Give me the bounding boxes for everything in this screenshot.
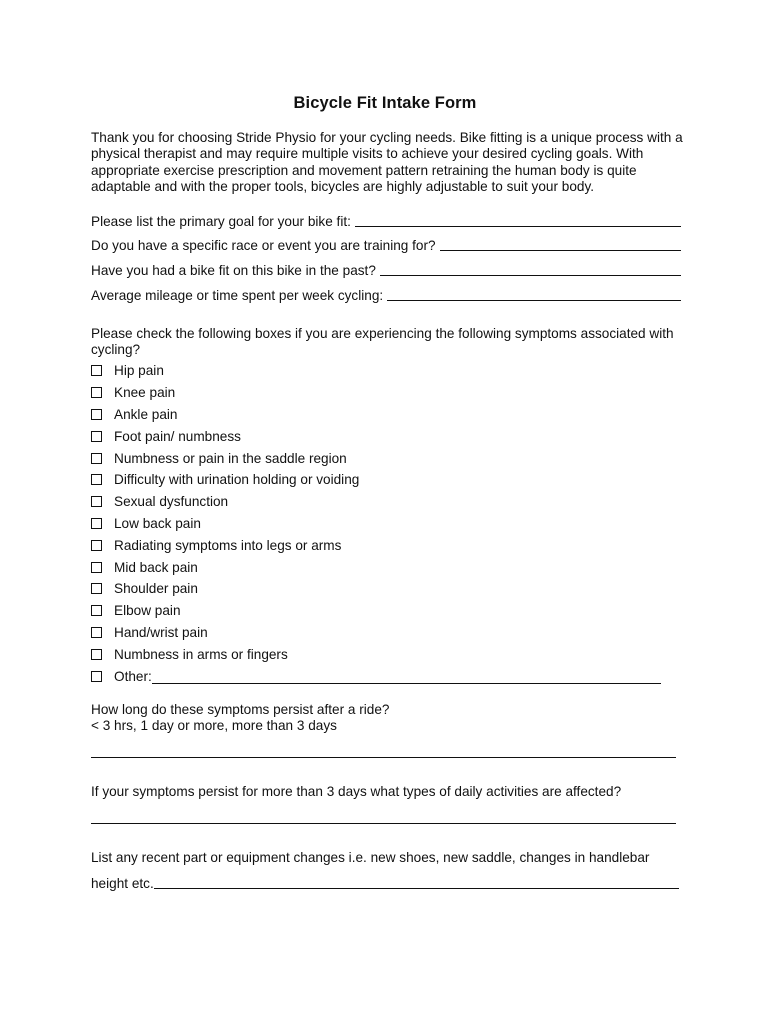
- symptom-label: Shoulder pain: [114, 581, 198, 597]
- symptoms-intro: Please check the following boxes if you are experiencing the following symptoms associated with cycling?: [91, 326, 674, 358]
- equipment-question-line2: [91, 873, 679, 891]
- symptom-item: [91, 425, 661, 447]
- symptom-item: [91, 578, 661, 600]
- symptom-item: [91, 382, 661, 404]
- question-label: Do you have a specific race or event you are training for?: [91, 238, 436, 253]
- other-field[interactable]: [152, 669, 661, 684]
- persist-question: How long do these symptoms persist after a ride?: [91, 702, 390, 717]
- question-label: Have you had a bike fit on this bike in the past?: [91, 263, 376, 278]
- symptom-label: Radiating symptoms into legs or arms: [114, 537, 342, 553]
- symptom-label: Numbness in arms or fingers: [114, 646, 288, 662]
- symptom-label: Mid back pain: [114, 559, 198, 575]
- persist-question-block: [91, 702, 691, 735]
- checkbox[interactable]: [91, 453, 102, 464]
- persist-options: < 3 hrs, 1 day or more, more than 3 days: [91, 718, 337, 734]
- symptom-item: [91, 513, 661, 535]
- persist-answer-field[interactable]: [91, 757, 676, 758]
- checkbox[interactable]: [91, 387, 102, 398]
- race-event-field[interactable]: [440, 237, 681, 251]
- checkbox[interactable]: [91, 649, 102, 660]
- checkbox[interactable]: [91, 431, 102, 442]
- symptom-label: Difficulty with urination holding or voiding: [114, 472, 360, 488]
- checkbox[interactable]: [91, 627, 102, 638]
- other-label: Other:: [114, 668, 152, 684]
- symptom-item: [91, 491, 661, 513]
- symptom-item: [91, 534, 661, 556]
- symptom-label: Elbow pain: [114, 603, 181, 619]
- intro-paragraph: Thank you for choosing Stride Physio for your cycling needs. Bike fitting is a unique process with a physical therapist and may require multiple visits to achieve your desired cycling goals. With appropriate exercise prescription and movement pattern retraining the human body is quite adaptable and with the proper tools, bicycles are highly adjustable to suit your body.: [91, 130, 683, 194]
- checkbox[interactable]: [91, 474, 102, 485]
- symptom-label: Knee pain: [114, 385, 176, 401]
- symptom-label: Hand/wrist pain: [114, 624, 208, 640]
- activities-answer-field[interactable]: [91, 823, 676, 824]
- question-label: Average mileage or time spent per week cycling:: [91, 288, 384, 303]
- checkbox[interactable]: [91, 583, 102, 594]
- checkbox[interactable]: [91, 409, 102, 420]
- question-label: Please list the primary goal for your bike fit:: [91, 214, 351, 229]
- symptom-label: Foot pain/ numbness: [114, 428, 241, 444]
- symptom-label: Hip pain: [114, 363, 164, 379]
- question-previous-fit: [91, 260, 681, 278]
- question-race-event: [91, 235, 681, 253]
- primary-goal-field[interactable]: [355, 213, 681, 227]
- symptom-item: [91, 556, 661, 578]
- symptom-label: Numbness or pain in the saddle region: [114, 450, 347, 466]
- previous-fit-field[interactable]: [380, 262, 681, 276]
- checkbox[interactable]: [91, 518, 102, 529]
- equipment-question: List any recent part or equipment changes i.e. new shoes, new saddle, changes in handlebar: [91, 850, 650, 865]
- symptom-item-other: [91, 665, 661, 687]
- symptom-item: [91, 360, 661, 382]
- checkbox[interactable]: [91, 562, 102, 573]
- equipment-answer-field[interactable]: [154, 875, 679, 889]
- activities-question: If your symptoms persist for more than 3 days what types of daily activities are affected?: [91, 784, 622, 799]
- symptom-item: [91, 600, 661, 622]
- mileage-field[interactable]: [387, 287, 681, 301]
- checkbox[interactable]: [91, 496, 102, 507]
- symptom-label: Sexual dysfunction: [114, 494, 229, 510]
- symptom-item: [91, 404, 661, 426]
- symptoms-checklist: [91, 360, 661, 687]
- symptom-item: [91, 447, 661, 469]
- form-title: Bicycle Fit Intake Form: [293, 94, 477, 112]
- symptom-item: [91, 622, 661, 644]
- symptom-item: [91, 469, 661, 491]
- question-label: height etc.: [91, 876, 154, 891]
- symptom-item: [91, 643, 661, 665]
- checkbox[interactable]: [91, 365, 102, 376]
- checkbox[interactable]: [91, 605, 102, 616]
- question-mileage: [91, 285, 681, 303]
- checkbox[interactable]: [91, 671, 102, 682]
- question-primary-goal: [91, 211, 681, 229]
- symptom-label: Low back pain: [114, 515, 201, 531]
- checkbox[interactable]: [91, 540, 102, 551]
- symptom-label: Ankle pain: [114, 406, 178, 422]
